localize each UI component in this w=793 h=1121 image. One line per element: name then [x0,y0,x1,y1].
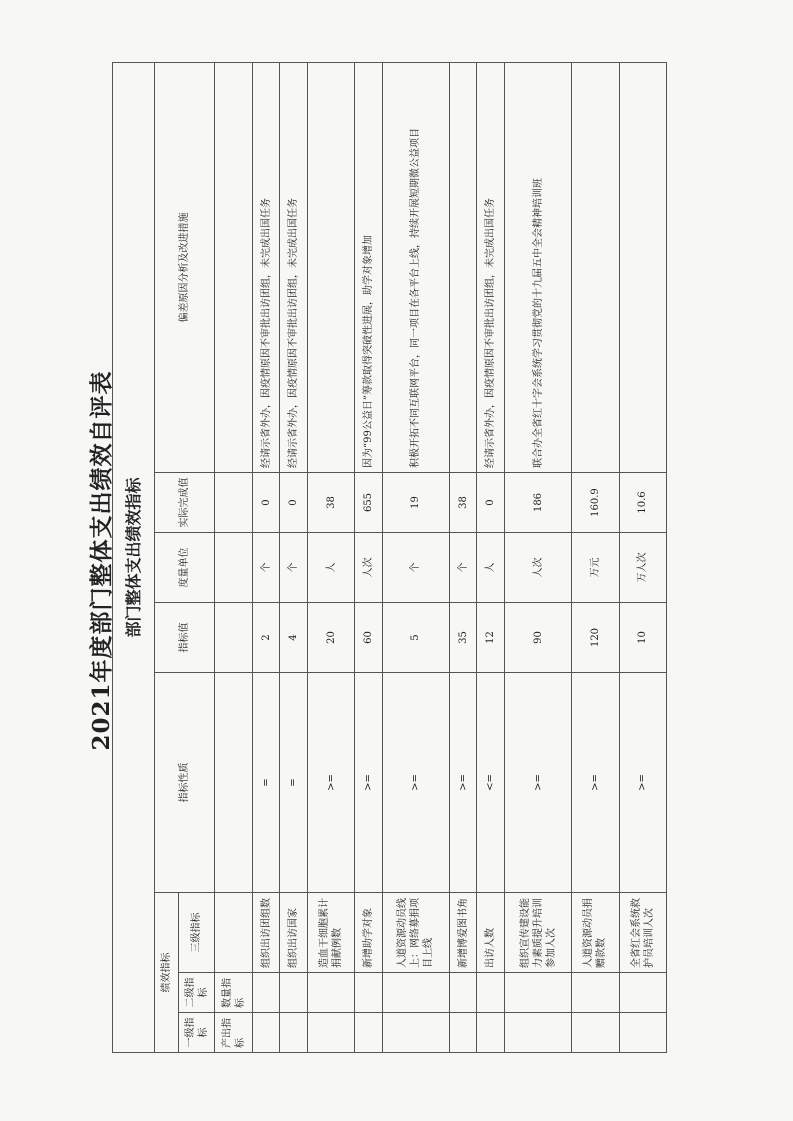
section-title: 部门整体支出绩效指标 [113,62,155,1052]
indicator-unit: 人 [477,533,504,603]
table-row [619,62,666,1052]
indicator-target: 12 [477,603,504,673]
indicator-nature: >= [450,673,477,893]
indicator-unit: 个 [450,533,477,603]
indicator-note: 因为“99公益日”筹款取得突破性进展，助学对象增加 [355,62,382,472]
indicator-actual: 655 [355,473,382,533]
indicator-actual: 160.9 [572,473,619,533]
indicator-actual: 186 [504,473,571,533]
header-nature: 指标性质 [155,673,215,893]
indicator-note: 经请示省外办，因疫情原因不审批出访团组，未完成出国任务 [477,62,504,472]
table-row [280,62,307,1052]
indicator-name: 组织宣传建设能力素质提升培训参加人次 [504,893,571,973]
table-row [504,62,571,1052]
table-row [307,62,354,1052]
header-row-1 [155,62,179,1052]
indicator-note: 经请示省外办，因疫情原因不审批出访团组，未完成出国任务 [253,62,280,472]
page-title: 2021年度部门整体支出绩效自评表 [88,370,115,751]
header-level2: 二级指标 [179,973,215,1013]
indicator-nature: >= [619,673,666,893]
indicator-actual: 19 [382,473,449,533]
indicator-unit: 个 [253,533,280,603]
indicator-actual: 10.6 [619,473,666,533]
level1-value: 产出指标 [215,1013,253,1053]
level2-value: 数量指标 [215,973,253,1013]
indicator-note [450,62,477,472]
indicator-target: 60 [355,603,382,673]
table-row [477,62,504,1052]
header-analysis: 偏差原因分析及改进措施 [155,62,215,472]
header-target: 指标值 [155,603,215,673]
indicator-actual: 38 [450,473,477,533]
indicator-name: 组织出访团组数 [253,893,280,973]
table-row [572,62,619,1052]
indicator-actual: 0 [253,473,280,533]
indicator-nature: >= [355,673,382,893]
indicator-nature: >= [572,673,619,893]
indicator-target: 35 [450,603,477,673]
indicator-target: 120 [572,603,619,673]
indicator-nature: <= [477,673,504,893]
indicator-actual: 0 [477,473,504,533]
level-row [215,62,253,1052]
section-title-row [113,62,155,1052]
indicator-name: 出访人数 [477,893,504,973]
indicator-note: 联合办全省红十字会系统学习贯彻党的十九届五中全会精神培训班 [504,62,571,472]
indicator-target: 90 [504,603,571,673]
indicator-note: 积极开拓不同互联网平台，同一项目在各平台上线，持续开展短期微公益项目 [382,62,449,472]
table-row [253,62,280,1052]
header-perf-indicator: 绩效指标 [155,893,179,1053]
indicator-target: 4 [280,603,307,673]
indicator-unit: 万人次 [619,533,666,603]
indicator-target: 10 [619,603,666,673]
indicator-name: 人道资源动员捐赠款数 [572,893,619,973]
indicator-name: 人道资源动员线上：网络募捐项目上线 [382,893,449,973]
header-level1: 一级指标 [179,1013,215,1053]
indicator-nature: >= [382,673,449,893]
table-row [355,62,382,1052]
header-actual: 实际完成值 [155,473,215,533]
indicator-nature: >= [504,673,571,893]
table-row [450,62,477,1052]
header-unit: 度量单位 [155,533,215,603]
indicator-note [307,62,354,472]
indicator-unit: 人次 [504,533,571,603]
indicator-name: 全省红会系统救护员培训人次 [619,893,666,973]
indicator-note [572,62,619,472]
table-row [382,62,449,1052]
indicator-nature: = [280,673,307,893]
indicator-name: 新增助学对象 [355,893,382,973]
indicator-note [619,62,666,472]
header-level3: 三级指标 [179,893,215,973]
indicator-unit: 个 [382,533,449,603]
indicator-target: 2 [253,603,280,673]
indicator-actual: 38 [307,473,354,533]
indicator-unit: 人 [307,533,354,603]
indicator-note: 经请示省外办，因疫情原因不审批出访团组，未完成出国任务 [280,62,307,472]
indicator-nature: >= [307,673,354,893]
indicator-nature: = [253,673,280,893]
indicator-unit: 万元 [572,533,619,603]
indicator-target: 20 [307,603,354,673]
indicator-target: 5 [382,603,449,673]
indicator-name: 组织出访国家 [280,893,307,973]
indicator-actual: 0 [280,473,307,533]
evaluation-table [112,62,667,1053]
indicator-name: 造血干细胞累计捐献例数 [307,893,354,973]
indicator-unit: 人次 [355,533,382,603]
indicator-unit: 个 [280,533,307,603]
indicator-name: 新增博爱图书角 [450,893,477,973]
